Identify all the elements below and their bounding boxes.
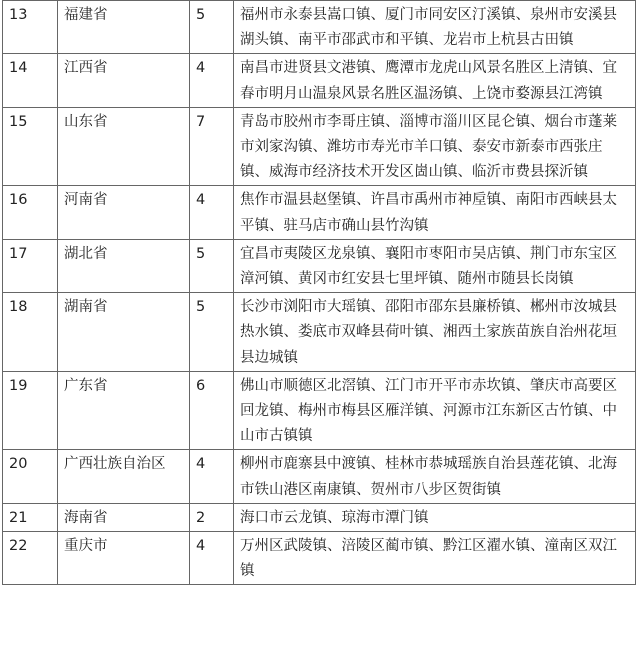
table-row [3,503,636,531]
province-name: 江西省 [58,54,190,107]
town-count: 6 [190,371,234,450]
town-list: 万州区武陵镇、涪陵区蔺市镇、黔江区濯水镇、潼南区双江镇 [234,532,636,585]
town-list: 焦作市温县赵堡镇、许昌市禹州市神垕镇、南阳市西峡县太平镇、驻马店市确山县竹沟镇 [234,186,636,239]
province-name: 海南省 [58,503,190,531]
town-list: 海口市云龙镇、琼海市潭门镇 [234,503,636,531]
province-name: 湖南省 [58,293,190,372]
province-name: 广东省 [58,371,190,450]
town-list: 青岛市胶州市李哥庄镇、淄博市淄川区昆仑镇、烟台市蓬莱市刘家沟镇、潍坊市寿光市羊口镇、泰安市新泰市西张庄镇、威海市经济技术开发区崮山镇、临沂市费县探沂镇 [234,107,636,186]
province-name: 山东省 [58,107,190,186]
town-list-table [2,0,636,585]
town-list: 长沙市浏阳市大瑶镇、邵阳市邵东县廉桥镇、郴州市汝城县热水镇、娄底市双峰县荷叶镇、湘西土家族苗族自治州花垣县边城镇 [234,293,636,372]
town-list: 宜昌市夷陵区龙泉镇、襄阳市枣阳市吴店镇、荆门市东宝区漳河镇、黄冈市红安县七里坪镇、随州市随县长岗镇 [234,239,636,292]
province-name: 河南省 [58,186,190,239]
town-count: 4 [190,54,234,107]
town-count: 5 [190,293,234,372]
row-number: 22 [3,532,58,585]
town-count: 4 [190,532,234,585]
row-number: 21 [3,503,58,531]
province-name: 广西壮族自治区 [58,450,190,503]
town-count: 4 [190,186,234,239]
table-row [3,293,636,372]
table-row [3,532,636,585]
table-row [3,239,636,292]
town-count: 4 [190,450,234,503]
province-name: 重庆市 [58,532,190,585]
town-count: 2 [190,503,234,531]
town-list: 柳州市鹿寨县中渡镇、桂林市恭城瑶族自治县莲花镇、北海市铁山港区南康镇、贺州市八步区贺街镇 [234,450,636,503]
row-number: 13 [3,1,58,54]
row-number: 16 [3,186,58,239]
town-list: 南昌市进贤县文港镇、鹰潭市龙虎山风景名胜区上清镇、宜春市明月山温泉风景名胜区温汤镇、上饶市婺源县江湾镇 [234,54,636,107]
town-count: 7 [190,107,234,186]
town-list: 佛山市顺德区北滘镇、江门市开平市赤坎镇、肇庆市高要区回龙镇、梅州市梅县区雁洋镇、河源市江东新区古竹镇、中山市古镇镇 [234,371,636,450]
row-number: 15 [3,107,58,186]
row-number: 14 [3,54,58,107]
province-name: 福建省 [58,1,190,54]
row-number: 19 [3,371,58,450]
table-row [3,371,636,450]
town-count: 5 [190,1,234,54]
table-row [3,1,636,54]
table-row [3,450,636,503]
town-count: 5 [190,239,234,292]
row-number: 17 [3,239,58,292]
table-row [3,107,636,186]
table-row [3,54,636,107]
table-row [3,186,636,239]
province-name: 湖北省 [58,239,190,292]
row-number: 20 [3,450,58,503]
row-number: 18 [3,293,58,372]
town-list: 福州市永泰县嵩口镇、厦门市同安区汀溪镇、泉州市安溪县湖头镇、南平市邵武市和平镇、龙岩市上杭县古田镇 [234,1,636,54]
